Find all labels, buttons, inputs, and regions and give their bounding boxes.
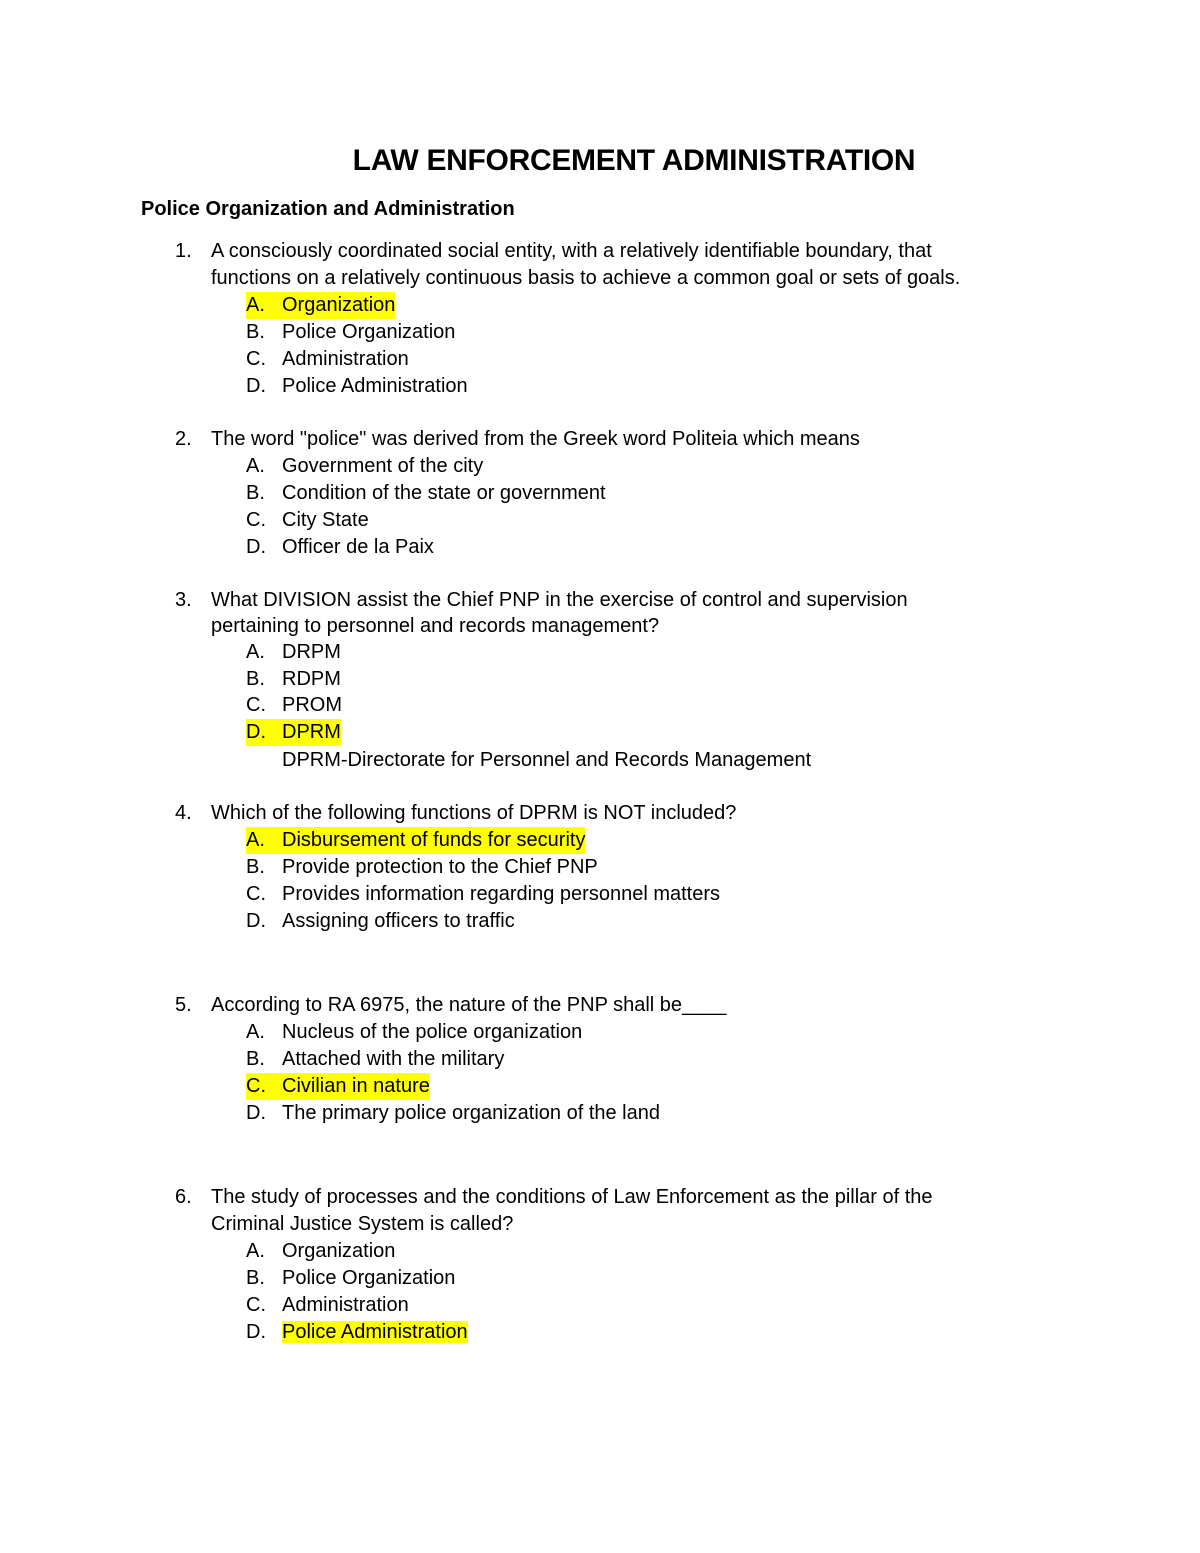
option-text: Administration (282, 1294, 409, 1316)
question-text: The word "police" was derived from the Greek word Politeia which means (211, 428, 860, 450)
option-letter: B. (246, 321, 265, 343)
option-2c (246, 507, 369, 534)
option-text: DPRM (282, 721, 341, 743)
option-letter: C. (246, 694, 266, 716)
option-6b (246, 1265, 455, 1292)
option-text: DRPM (282, 641, 341, 663)
option-1b (246, 319, 455, 346)
option-1c (246, 346, 409, 373)
option-text: PROM (282, 694, 342, 716)
document-title: LAW ENFORCEMENT ADMINISTRATION (352, 144, 916, 177)
answer-highlight (246, 292, 395, 319)
question-number: 2. (175, 428, 192, 450)
option-letter: D. (246, 910, 266, 932)
option-letter: B. (246, 668, 265, 690)
answer-highlight (246, 827, 585, 854)
question-number: 3. (175, 589, 192, 611)
option-letter: C. (246, 1075, 266, 1097)
section-heading: Police Organization and Administration (141, 198, 515, 220)
question-number: 5. (175, 994, 192, 1016)
option-2b (246, 480, 606, 507)
question-number: 1. (175, 240, 192, 262)
option-3a (246, 639, 341, 666)
option-letter: A. (246, 455, 265, 477)
option-text: Disbursement of funds for security (282, 829, 586, 851)
question-text: The study of processes and the conditions of Law Enforcement as the pillar of the (211, 1186, 933, 1208)
question-text: pertaining to personnel and records management? (211, 615, 660, 637)
option-text: Provide protection to the Chief PNP (282, 856, 598, 878)
option-1d (246, 373, 468, 400)
option-letter: C. (246, 348, 266, 370)
option-letter: D. (246, 536, 266, 558)
question-text: Which of the following functions of DPRM is NOT included? (211, 802, 737, 824)
question-number: 6. (175, 1186, 192, 1208)
question-text: According to RA 6975, the nature of the PNP shall be____ (211, 994, 727, 1016)
option-text: Police Administration (282, 1321, 468, 1343)
option-5b (246, 1046, 504, 1073)
option-1a (246, 292, 395, 319)
option-letter: C. (246, 509, 266, 531)
option-letter: D. (246, 375, 266, 397)
option-2d (246, 534, 434, 561)
option-text: Provides information regarding personnel matters (282, 883, 720, 905)
option-3d (246, 719, 341, 746)
option-text: Police Administration (282, 375, 468, 397)
option-text: Attached with the military (282, 1048, 505, 1070)
option-letter: B. (246, 482, 265, 504)
option-3c (246, 692, 342, 719)
option-text: The primary police organization of the land (282, 1102, 660, 1124)
option-5a (246, 1019, 582, 1046)
option-letter: D. (246, 721, 266, 743)
option-4b (246, 854, 598, 881)
question-number: 4. (175, 802, 192, 824)
answer-highlight (246, 1073, 430, 1100)
option-6d (246, 1319, 468, 1346)
option-text: Officer de la Paix (282, 536, 434, 558)
option-text: Nucleus of the police organization (282, 1021, 583, 1043)
option-text: Organization (282, 294, 396, 316)
option-2a (246, 453, 483, 480)
option-letter: A. (246, 641, 265, 663)
option-letter: B. (246, 1048, 265, 1070)
option-letter: A. (246, 294, 265, 316)
option-letter: D. (246, 1102, 266, 1124)
option-text: Government of the city (282, 455, 484, 477)
option-text: RDPM (282, 668, 341, 690)
option-4d (246, 908, 515, 935)
option-letter: D. (246, 1321, 266, 1343)
option-letter: A. (246, 829, 265, 851)
option-letter: C. (246, 883, 266, 905)
option-text: Organization (282, 1240, 396, 1262)
answer-highlight (246, 719, 341, 746)
option-text: Civilian in nature (282, 1075, 430, 1097)
option-text: Administration (282, 348, 409, 370)
option-4a (246, 827, 585, 854)
option-4c (246, 881, 720, 908)
option-letter: C. (246, 1294, 266, 1316)
option-text: Police Organization (282, 1267, 456, 1289)
option-text: Condition of the state or government (282, 482, 606, 504)
answer-note: DPRM-Directorate for Personnel and Records Management (282, 749, 812, 771)
option-text: Police Organization (282, 321, 456, 343)
option-5c (246, 1073, 430, 1100)
option-5d (246, 1100, 660, 1127)
question-text: What DIVISION assist the Chief PNP in the exercise of control and supervision (211, 589, 908, 611)
option-6a (246, 1238, 395, 1265)
question-text: functions on a relatively continuous basis to achieve a common goal or sets of goals. (211, 267, 961, 289)
option-text: City State (282, 509, 369, 531)
option-3b (246, 666, 341, 693)
option-letter: B. (246, 1267, 265, 1289)
option-letter: B. (246, 856, 265, 878)
option-letter: A. (246, 1021, 265, 1043)
option-text: Assigning officers to traffic (282, 910, 515, 932)
option-6c (246, 1292, 409, 1319)
question-text: Criminal Justice System is called? (211, 1213, 514, 1235)
option-letter: A. (246, 1240, 265, 1262)
question-text: A consciously coordinated social entity, with a relatively identifiable boundary, that (211, 240, 932, 262)
